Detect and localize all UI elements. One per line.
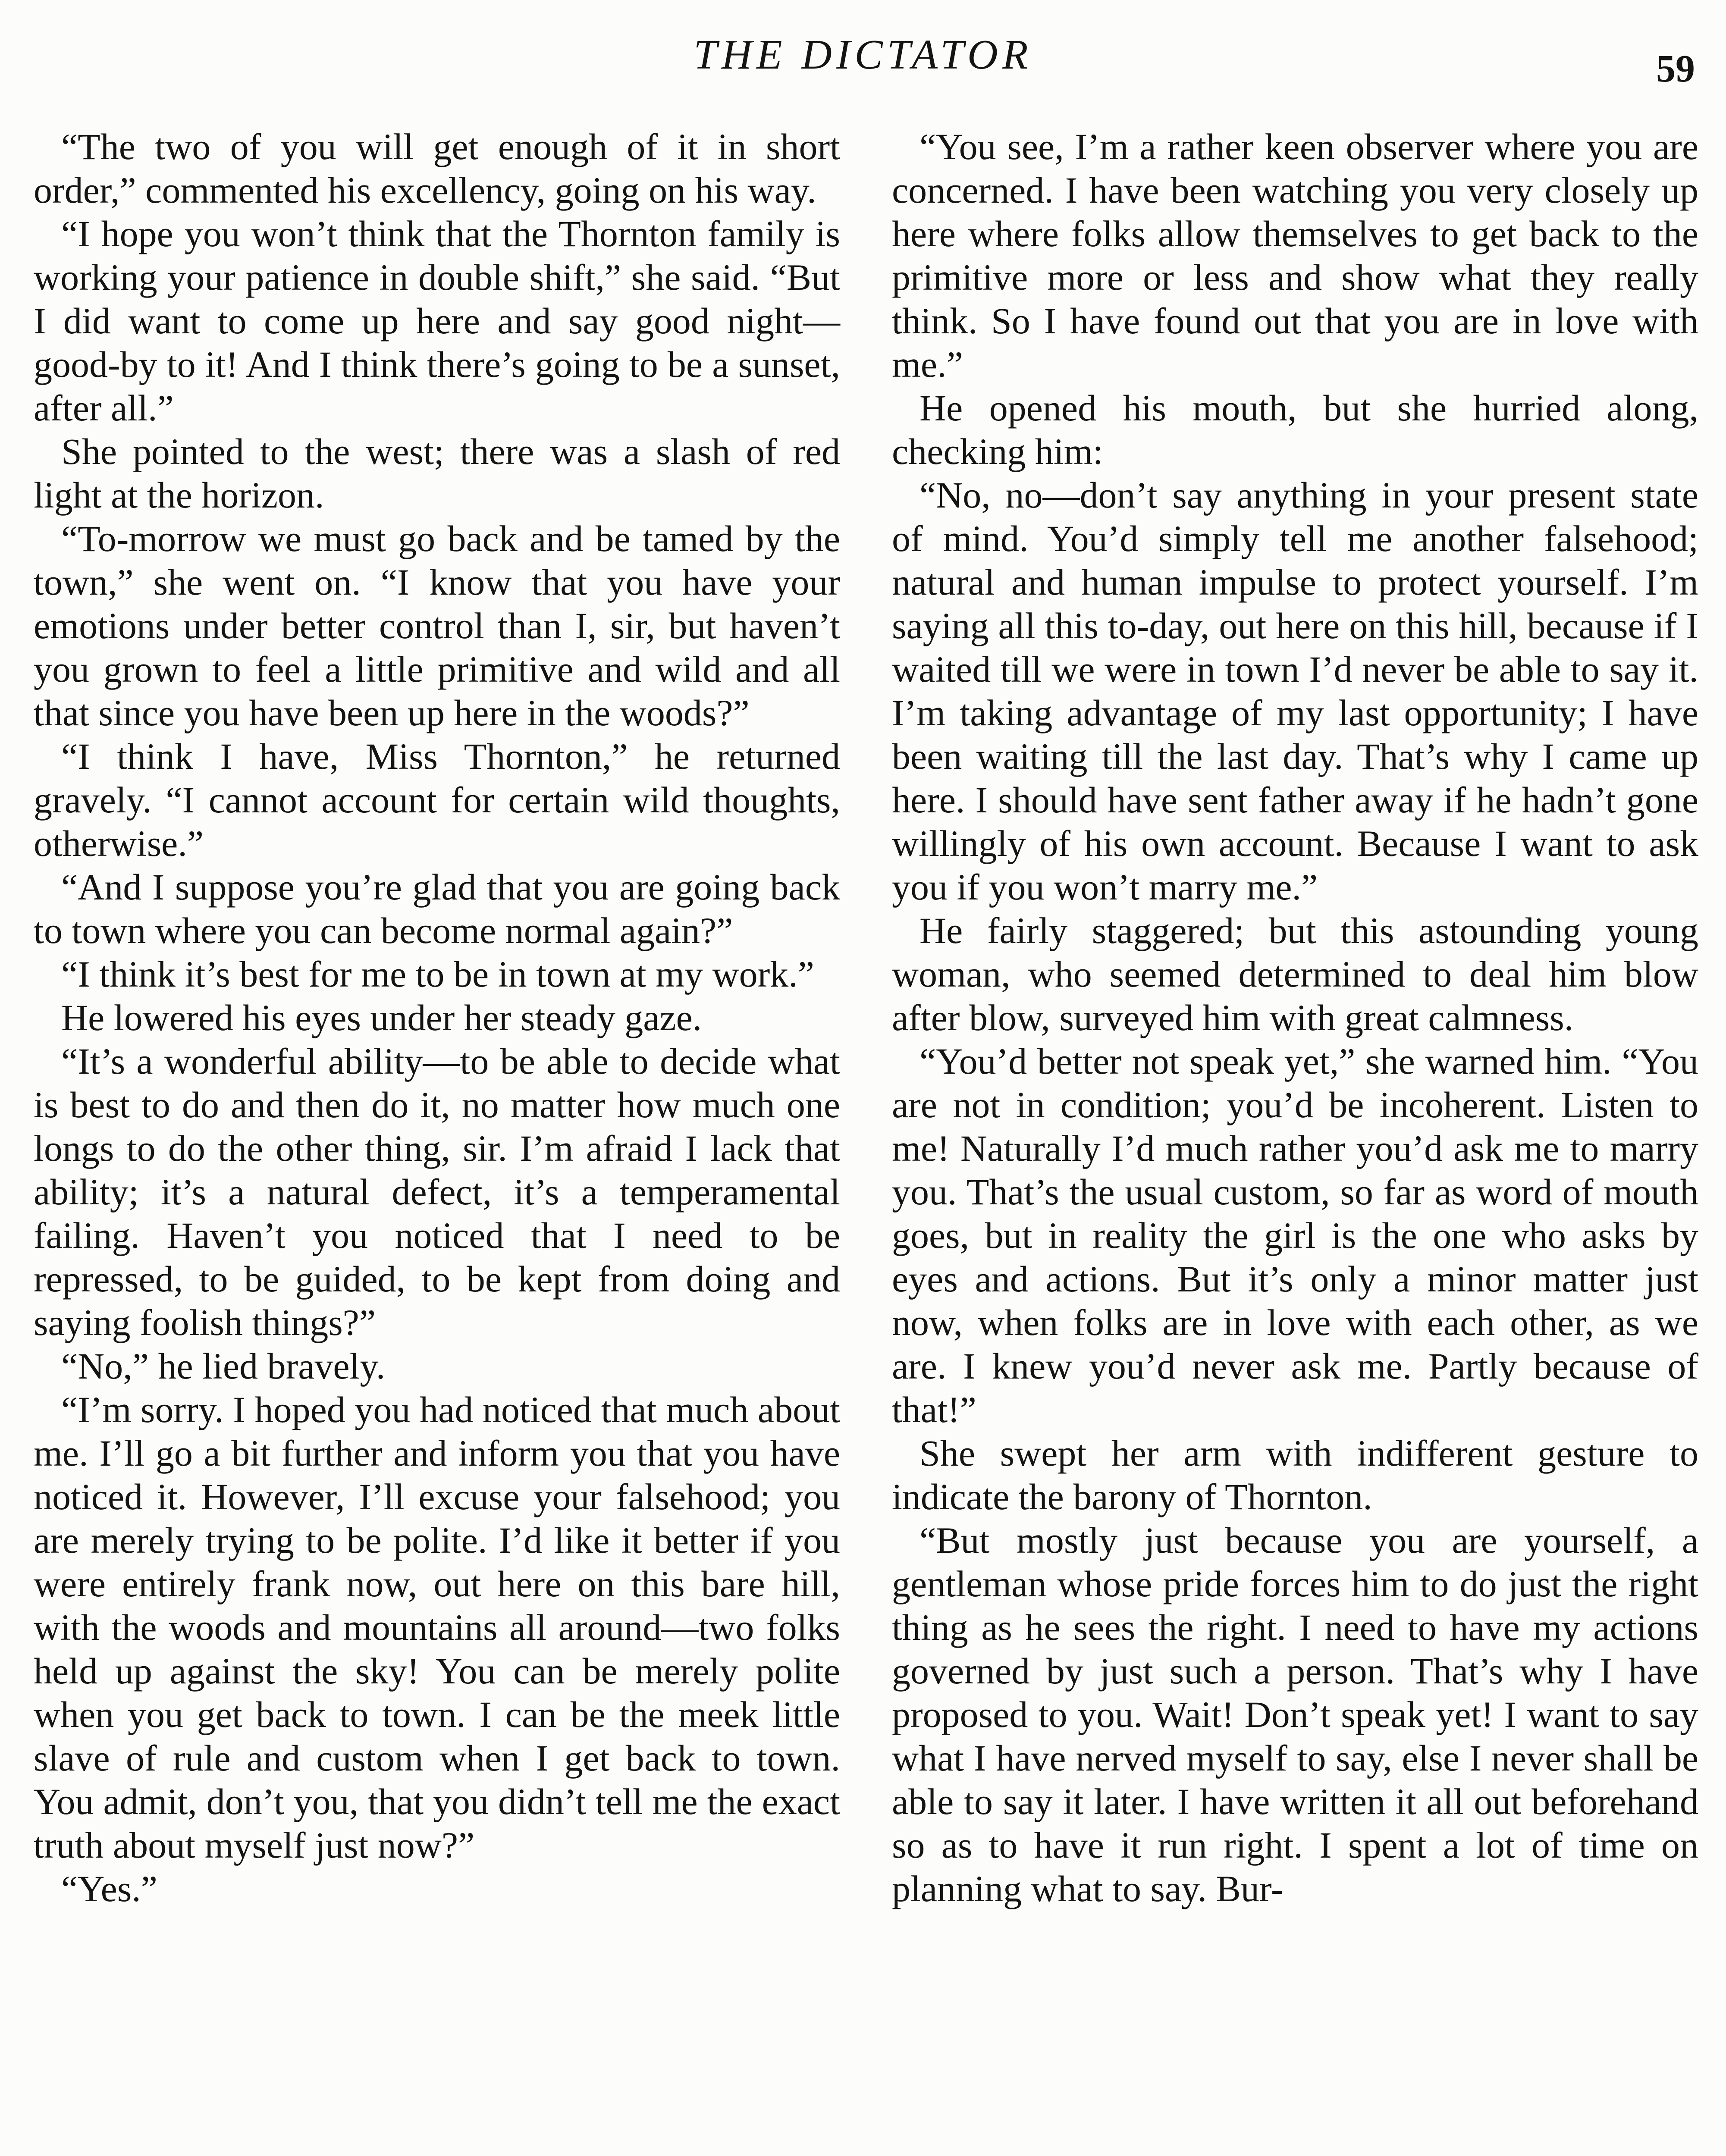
paragraph: “And I suppose you’re glad that you are going back to town where you can become normal again?” <box>34 866 840 951</box>
paragraph: She pointed to the west; there was a slash of red light at the horizon. <box>34 431 840 516</box>
right-text-column <box>892 125 1698 1911</box>
left-text-column <box>34 125 840 1911</box>
paragraph: “Yes.” <box>61 1868 157 1909</box>
paragraph: He lowered his eyes under her steady gaze. <box>61 997 702 1038</box>
paragraph: “No, no—don’t say anything in your present state of mind. You’d simply tell me another falsehood; natural and human impulse to protect yourself. I’m saying all this to-day, out here on this hill, because if I waited till we were in town I’d never be able to say it. I’m taking advantage of my last opportunity; I have been waiting till the last day. That’s why I came up here. I should have sent father away if he hadn’t gone willingly of his own account. Because I want to ask you if you won’t marry me.” <box>892 474 1698 908</box>
paragraph: “But mostly just because you are yourself, a gentleman whose pride forces him to do just the right thing as he sees the right. I need to have my actions governed by just such a person. That’s why I have proposed to you. Wait! Don’t speak yet! I want to say what I have nerved myself to say, else I never shall be able to say it later. I have written it all out beforehand so as to have it run right. I spent a lot of time on planning what to say. Bur- <box>892 1520 1698 1909</box>
paragraph: “I’m sorry. I hoped you had noticed that much about me. I’ll go a bit further and inform you that you have noticed it. However, I’ll excuse your falsehood; you are merely trying to be polite. I’d like it better if you were entirely frank now, out here on this bare hill, with the woods and mountains all around—two folks held up against the sky! You can be merely polite when you get back to town. I can be the meek little slave of rule and custom when I get back to town. You admit, don’t you, that you didn’t tell me the exact truth about myself just now?” <box>34 1389 840 1866</box>
paragraph: She swept her arm with indifferent gesture to indicate the barony of Thornton. <box>892 1432 1698 1517</box>
page-number: 59 <box>1656 47 1695 90</box>
running-header-title: THE DICTATOR <box>694 31 1032 78</box>
paragraph: “It’s a wonderful ability—to be able to decide what is best to do and then do it, no matter how much one longs to do the other thing, sir. I’m afraid I lack that ability; it’s a natural defect, it’s a temperamental failing. Haven’t you noticed that I need to be repressed, to be guided, to be kept from doing and saying foolish things?” <box>34 1040 840 1343</box>
paragraph: “I think it’s best for me to be in town at my work.” <box>61 953 814 995</box>
paragraph: “I think I have, Miss Thornton,” he returned gravely. “I cannot account for certain wild thoughts, otherwise.” <box>34 736 840 864</box>
paragraph: “To-morrow we must go back and be tamed by the town,” she went on. “I know that you have your emotions under better control than I, sir, but haven’t you grown to feel a little primitive and wild and all that since you have been up here in the woods?” <box>34 518 840 733</box>
paragraph: “The two of you will get enough of it in short order,” commented his excellency, going on his way. <box>34 126 840 211</box>
paragraph: He fairly staggered; but this astounding young woman, who seemed determined to deal him blow after blow, surveyed him with great calmness. <box>892 910 1698 1038</box>
paragraph: “You see, I’m a rather keen observer where you are concerned. I have been watching you very closely up here where folks allow themselves to get back to the primitive more or less and show what they really think. So I have found out that you are in love with me.” <box>892 126 1698 385</box>
paragraph: “I hope you won’t think that the Thornton family is working your patience in double shift,” she said. “But I did want to come up here and say good night—good-by to it! And I think there’s going to be a sunset, after all.” <box>34 213 840 429</box>
paragraph: “You’d better not speak yet,” she warned him. “You are not in condition; you’d be incoherent. Listen to me! Naturally I’d much rather you’d ask me to marry you. That’s the usual custom, so far as word of mouth goes, but in reality the girl is the one who asks by eyes and actions. But it’s only a minor matter just now, when folks are in love with each other, as we are. I knew you’d never ask me. Partly because of that!” <box>892 1040 1698 1430</box>
paragraph: He opened his mouth, but she hurried along, checking him: <box>892 387 1698 472</box>
paragraph: “No,” he lied bravely. <box>61 1345 386 1387</box>
